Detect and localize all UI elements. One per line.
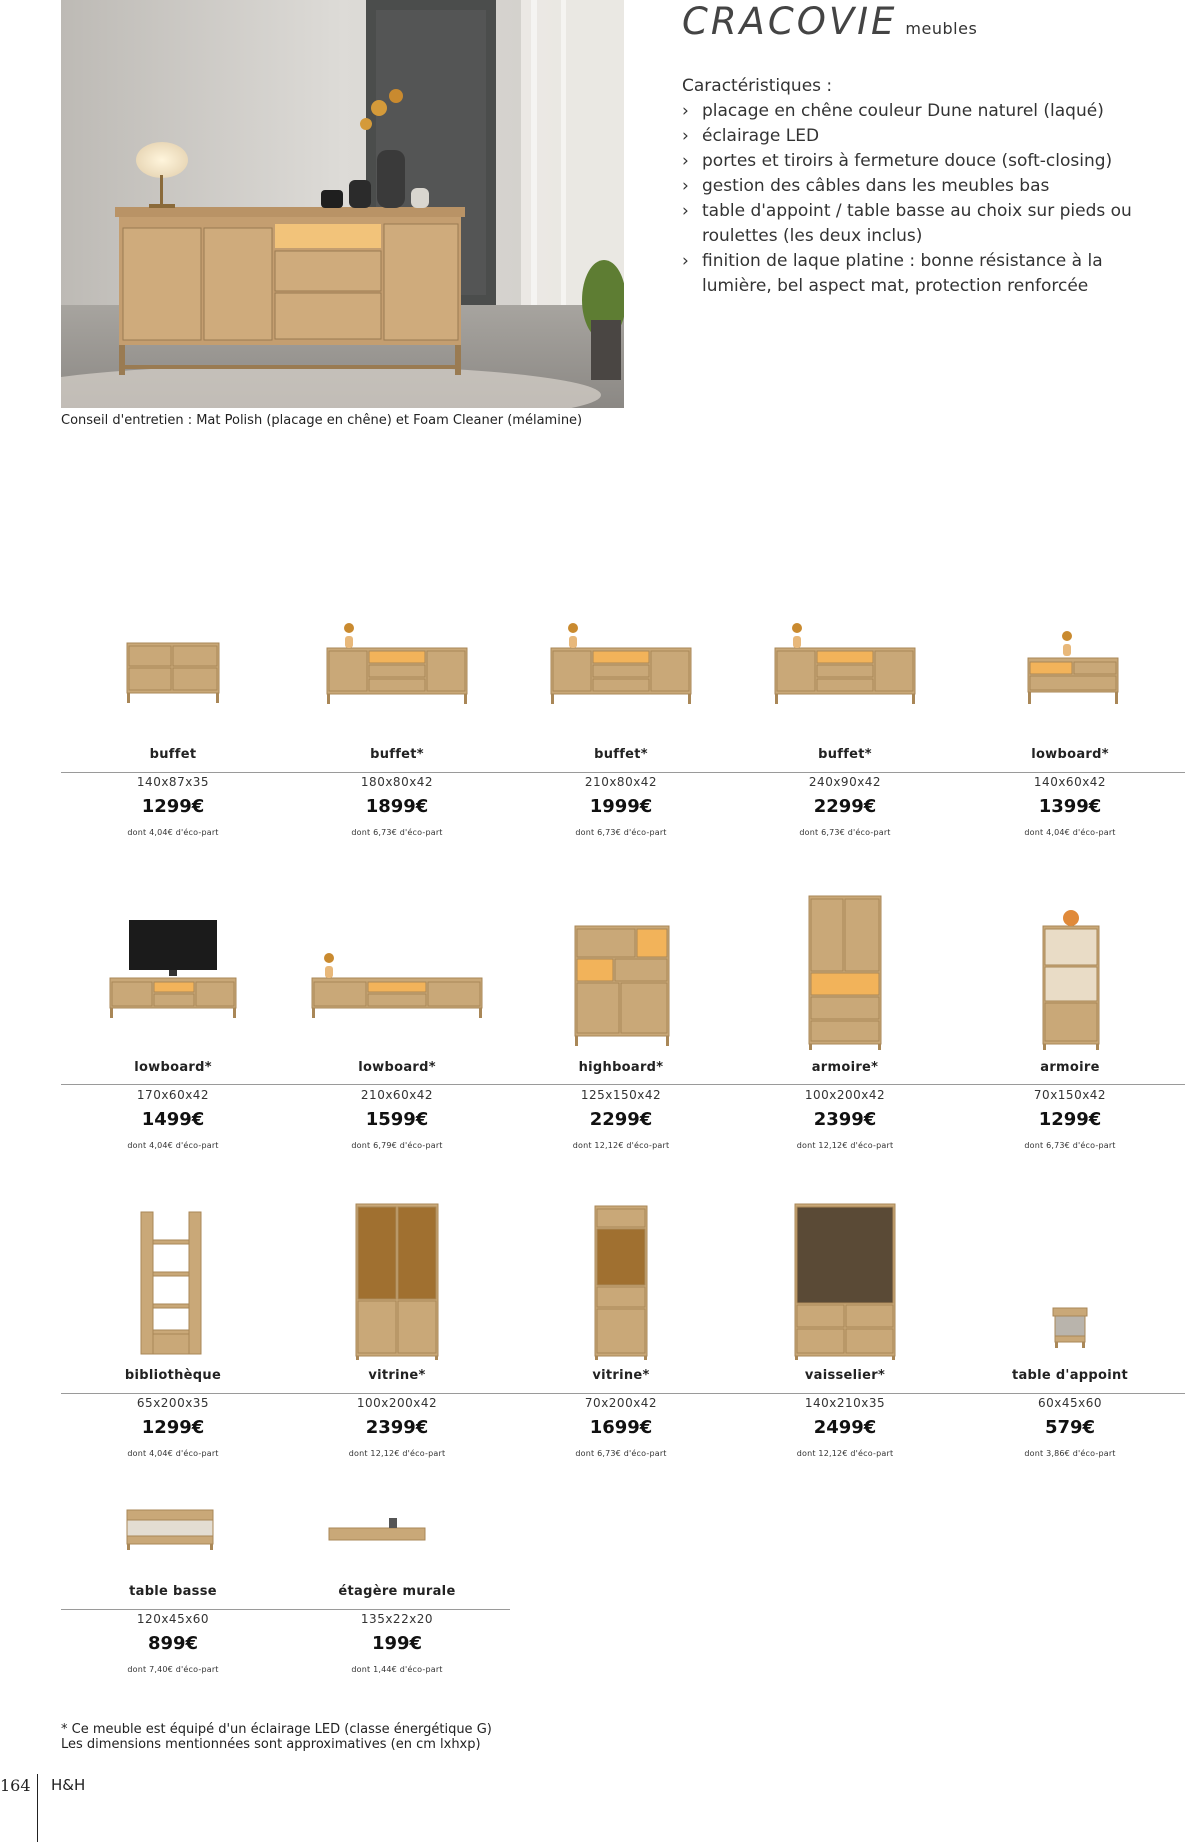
- product-name: armoire: [1040, 1060, 1100, 1075]
- sideboard-led-icon: [285, 578, 509, 742]
- coffee-table-icon: [61, 1408, 285, 1572]
- features-heading: Caractéristiques :: [682, 76, 833, 96]
- product-name: vaisselier*: [804, 1368, 886, 1383]
- product-dimensions: 170x60x42: [136, 1088, 210, 1102]
- product-price: 1499€: [141, 1109, 205, 1130]
- product-dimensions: 180x80x42: [360, 775, 434, 789]
- product-price: 2399€: [813, 1109, 877, 1130]
- product-eco-participation: dont 12,12€ d'éco-part: [572, 1141, 670, 1150]
- sideboard-led-icon: [733, 578, 957, 742]
- product-eco-participation: dont 6,79€ d'éco-part: [351, 1141, 443, 1150]
- product-price: 1899€: [365, 796, 429, 817]
- page-subtitle: meubles: [905, 19, 978, 38]
- product-price: 2499€: [813, 1417, 877, 1438]
- feature-item: › finition de laque platine : bonne résistance à la lumière, bel aspect mat, protection renforcée: [682, 249, 1162, 299]
- row-divider: [61, 1609, 510, 1610]
- product-dimensions: 100x200x42: [356, 1396, 438, 1410]
- row-divider: [61, 772, 1185, 773]
- highboard-icon: [509, 890, 733, 1054]
- product-eco-participation: dont 4,04€ d'éco-part: [127, 828, 219, 837]
- product-price: 899€: [147, 1633, 199, 1654]
- product-dimensions: 140x210x35: [804, 1396, 886, 1410]
- product-price: 1299€: [141, 796, 205, 817]
- vitrine-narrow-icon: [509, 1200, 733, 1364]
- product-name: lowboard*: [134, 1060, 212, 1075]
- lowboard-icon: [958, 578, 1182, 742]
- product-name: armoire*: [811, 1060, 879, 1075]
- product-eco-participation: dont 6,73€ d'éco-part: [575, 1449, 667, 1458]
- armoire-led-icon: [733, 890, 957, 1054]
- footer-divider: [37, 1774, 38, 1842]
- product-dimensions: 70x200x42: [584, 1396, 658, 1410]
- feature-item: › placage en chêne couleur Dune naturel (laqué): [682, 99, 1162, 124]
- product-eco-participation: dont 6,73€ d'éco-part: [1024, 1141, 1116, 1150]
- product-eco-participation: dont 3,86€ d'éco-part: [1024, 1449, 1116, 1458]
- page-number: 164: [0, 1776, 31, 1795]
- footnotes: [61, 1722, 492, 1752]
- row-divider: [61, 1393, 1185, 1394]
- product-eco-participation: dont 12,12€ d'éco-part: [348, 1449, 446, 1458]
- product-name: lowboard*: [1031, 747, 1109, 762]
- sideboard-2door-icon: [61, 578, 285, 742]
- side-table-icon: [958, 1200, 1182, 1364]
- product-name: étagère murale: [338, 1584, 456, 1599]
- vaisselier-icon: [733, 1200, 957, 1364]
- product-name: highboard*: [578, 1060, 664, 1075]
- product-eco-participation: dont 6,73€ d'éco-part: [351, 828, 443, 837]
- armoire-shelves-icon: [958, 890, 1182, 1054]
- product-dimensions: 210x60x42: [360, 1088, 434, 1102]
- product-dimensions: 125x150x42: [580, 1088, 662, 1102]
- feature-item: › gestion des câbles dans les meubles bas: [682, 174, 1162, 199]
- bookcase-icon: [61, 1200, 285, 1364]
- product-eco-participation: dont 6,73€ d'éco-part: [575, 828, 667, 837]
- product-eco-participation: dont 6,73€ d'éco-part: [799, 828, 891, 837]
- row-divider: [61, 1084, 1185, 1085]
- page-title: CRACOVIE: [682, 0, 898, 43]
- product-eco-participation: dont 4,04€ d'éco-part: [1024, 828, 1116, 837]
- product-name: buffet*: [370, 747, 424, 762]
- lowboard-tv-icon: [61, 890, 285, 1054]
- product-price: 199€: [371, 1633, 423, 1654]
- product-eco-participation: dont 1,44€ d'éco-part: [351, 1665, 443, 1674]
- lowboard-long-icon: [285, 890, 509, 1054]
- product-dimensions: 65x200x35: [136, 1396, 210, 1410]
- product-price: 2299€: [813, 796, 877, 817]
- product-price: 579€: [1044, 1417, 1096, 1438]
- product-price: 1699€: [589, 1417, 653, 1438]
- product-price: 1599€: [365, 1109, 429, 1130]
- product-name: lowboard*: [358, 1060, 436, 1075]
- product-dimensions: 135x22x20: [360, 1612, 434, 1626]
- brand-name: H&H: [51, 1776, 86, 1794]
- product-dimensions: 240x90x42: [808, 775, 882, 789]
- product-name: buffet*: [818, 747, 872, 762]
- sideboard-led-icon: [509, 578, 733, 742]
- product-name: vitrine*: [592, 1368, 650, 1383]
- product-eco-participation: dont 4,04€ d'éco-part: [127, 1141, 219, 1150]
- product-dimensions: 100x200x42: [804, 1088, 886, 1102]
- product-price: 2399€: [365, 1417, 429, 1438]
- product-dimensions: 60x45x60: [1037, 1396, 1102, 1410]
- product-name: table basse: [129, 1584, 217, 1599]
- product-price: 2299€: [589, 1109, 653, 1130]
- wall-shelf-icon: [285, 1408, 509, 1572]
- feature-item: › éclairage LED: [682, 124, 1162, 149]
- product-eco-participation: dont 12,12€ d'éco-part: [796, 1141, 894, 1150]
- product-eco-participation: dont 4,04€ d'éco-part: [127, 1449, 219, 1458]
- product-name: buffet*: [594, 747, 648, 762]
- vitrine-wide-icon: [285, 1200, 509, 1364]
- product-name: vitrine*: [368, 1368, 426, 1383]
- product-dimensions: 70x150x42: [1033, 1088, 1107, 1102]
- product-price: 1299€: [1038, 1109, 1102, 1130]
- feature-item: › table d'appoint / table basse au choix sur pieds ou roulettes (les deux inclus): [682, 199, 1162, 249]
- product-dimensions: 120x45x60: [136, 1612, 210, 1626]
- maintenance-caption: Conseil d'entretien : Mat Polish (placage en chêne) et Foam Cleaner (mélamine): [61, 413, 583, 428]
- features-list: [682, 74, 1162, 299]
- product-price: 1399€: [1038, 796, 1102, 817]
- footnote-dimensions: Les dimensions mentionnées sont approximatives (en cm lxhxp): [61, 1737, 481, 1752]
- feature-item: › portes et tiroirs à fermeture douce (soft-closing): [682, 149, 1162, 174]
- footnote-led: * Ce meuble est équipé d'un éclairage LED (classe énergétique G): [61, 1722, 492, 1737]
- product-price: 1299€: [141, 1417, 205, 1438]
- product-eco-participation: dont 7,40€ d'éco-part: [127, 1665, 219, 1674]
- product-name: buffet: [149, 747, 197, 762]
- hero-photo: [61, 0, 624, 408]
- product-dimensions: 140x60x42: [1033, 775, 1107, 789]
- title-block: [682, 0, 977, 43]
- product-dimensions: 140x87x35: [136, 775, 210, 789]
- product-eco-participation: dont 12,12€ d'éco-part: [796, 1449, 894, 1458]
- product-price: 1999€: [589, 796, 653, 817]
- product-name: bibliothèque: [124, 1368, 222, 1383]
- product-dimensions: 210x80x42: [584, 775, 658, 789]
- product-name: table d'appoint: [1011, 1368, 1129, 1383]
